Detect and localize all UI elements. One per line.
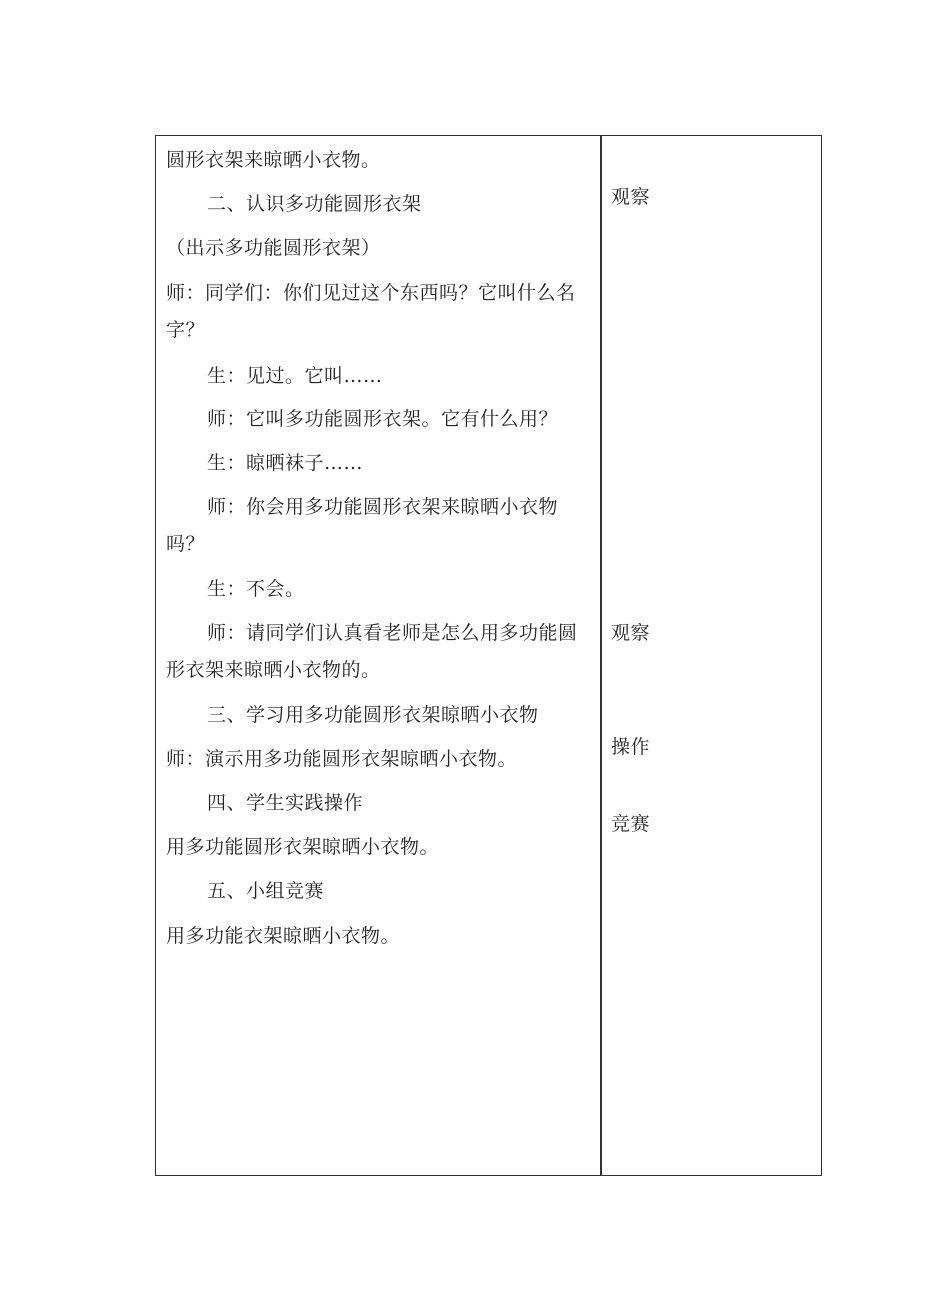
section-heading: 四、学生实践操作	[207, 792, 364, 814]
section-heading: 二、认识多功能圆形衣架	[207, 193, 422, 215]
text-line: 用多功能圆形衣架晾晒小衣物。	[166, 836, 440, 858]
text-line: 师：你会用多功能圆形衣架来晾晒小衣物	[207, 496, 559, 518]
text-line: 师：请同学们认真看老师是怎么用多功能圆	[207, 622, 578, 644]
lesson-plan-table	[155, 135, 822, 1176]
column-divider	[600, 136, 602, 1175]
text-line: 用多功能衣架晾晒小衣物。	[166, 925, 401, 947]
text-line: （出示多功能圆形衣架）	[166, 237, 381, 259]
note-operate: 操作	[611, 736, 651, 758]
text-line: 形衣架来晾晒小衣物的。	[166, 659, 381, 681]
text-line: 师：演示用多功能圆形衣架晾晒小衣物。	[166, 748, 518, 770]
text-line: 生：不会。	[207, 578, 305, 600]
text-line: 师：它叫多功能圆形衣架。它有什么用？	[207, 408, 559, 430]
note-observe: 观察	[611, 186, 651, 208]
section-heading: 三、学习用多功能圆形衣架晾晒小衣物	[207, 704, 539, 726]
text-line: 师：同学们：你们见过这个东西吗？它叫什么名	[166, 282, 576, 304]
section-heading: 五、小组竞赛	[207, 880, 325, 902]
text-line: 生：晾晒袜子……	[207, 452, 364, 474]
note-observe: 观察	[611, 622, 651, 644]
note-compete: 竞赛	[611, 813, 651, 835]
text-line: 字？	[166, 319, 206, 341]
text-line: 生：见过。它叫……	[207, 365, 383, 387]
text-line: 吗？	[166, 533, 206, 555]
text-line: 圆形衣架来晾晒小衣物。	[166, 149, 381, 171]
